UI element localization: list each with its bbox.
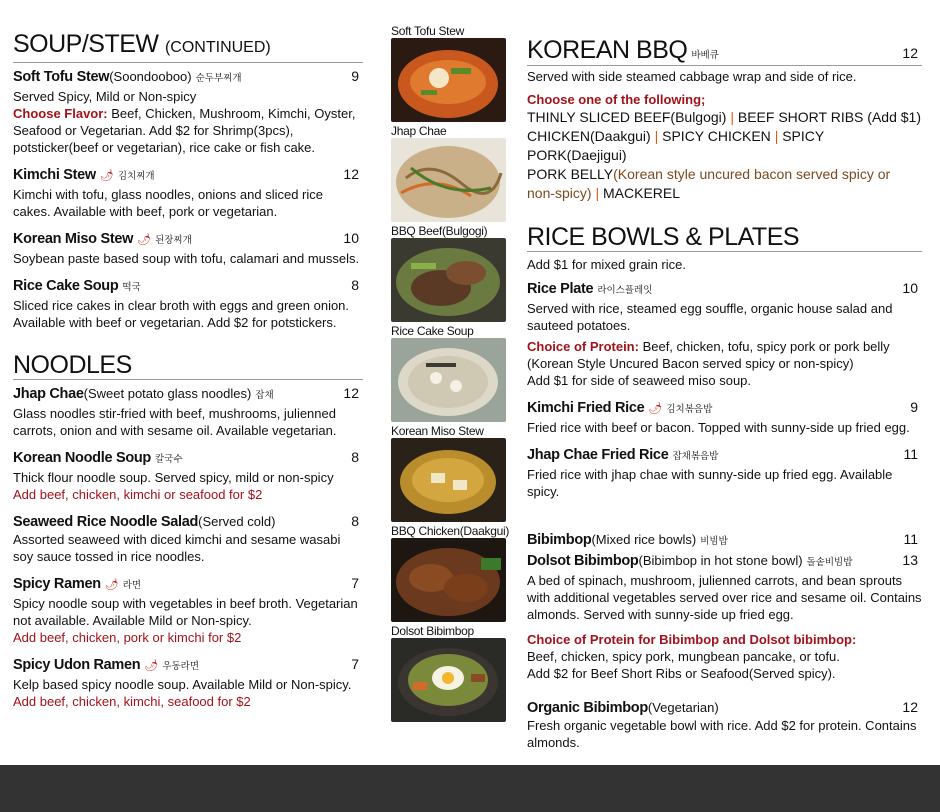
bbq-korean: 바베큐 xyxy=(691,50,719,61)
menu-item-jhap-chae-fried-rice xyxy=(527,445,922,500)
menu-item-jhap-chae xyxy=(13,384,363,439)
item-price: 12 xyxy=(343,166,359,182)
bbq-desc: Served with side steamed cabbage wrap and side of rice. xyxy=(527,69,857,84)
item-desc: Soybean paste based soup with tofu, calamari and mussels. xyxy=(13,251,360,266)
item-name: Rice Plate xyxy=(527,281,594,297)
bbq-price: 12 xyxy=(902,45,918,61)
soup-stew-heading xyxy=(13,30,363,63)
item-price: 12 xyxy=(343,385,359,401)
food-photo xyxy=(391,238,506,322)
item-desc: Fried rice with jhap chae with sunny-side up fried egg. Available spicy. xyxy=(527,467,893,499)
protein-label: Choice of Protein: xyxy=(527,339,639,354)
chili-pepper-icon: 🌶 xyxy=(144,660,159,672)
photo-soft-tofu-stew xyxy=(391,24,509,122)
photo-column xyxy=(391,24,509,724)
menu-item-bibimbop xyxy=(527,530,922,551)
bbq-option: SPICY CHICKEN xyxy=(662,128,771,144)
item-name: Bibimbop xyxy=(527,532,592,548)
item-price: 7 xyxy=(351,656,359,672)
item-desc: Served Spicy, Mild or Non-spicy xyxy=(13,89,197,104)
item-name: Korean Noodle Soup xyxy=(13,450,151,466)
chili-pepper-icon: 🌶 xyxy=(99,170,114,182)
item-name: Jhap Chae Fried Rice xyxy=(527,447,669,463)
item-korean: 된장찌개 xyxy=(155,235,192,246)
item-desc: Thick flour noodle soup. Served spicy, mild or non-spicy xyxy=(13,470,334,485)
bbq-option: PORK BELLY xyxy=(527,166,614,182)
soup-heading-main: SOUP/STEW xyxy=(13,30,159,58)
item-name: Korean Miso Stew xyxy=(13,231,134,247)
photo-korean-miso-stew xyxy=(391,424,509,522)
item-extra: Add $1 for side of seaweed miso soup. xyxy=(527,373,752,388)
photo-dolsot-bibimbop xyxy=(391,624,509,722)
bbq-option: MACKEREL xyxy=(603,185,681,201)
item-korean: 라면 xyxy=(122,580,142,591)
menu-item-seaweed-rice-noodle-salad xyxy=(13,512,363,565)
item-price: 9 xyxy=(351,68,359,84)
chili-pepper-icon: 🌶 xyxy=(137,234,152,246)
item-name: Spicy Udon Ramen xyxy=(13,657,141,673)
item-protein xyxy=(527,338,922,372)
menu-item-rice-plate xyxy=(527,279,922,389)
menu-item-spicy-udon-ramen xyxy=(13,655,363,710)
item-name: Soft Tofu Stew xyxy=(13,69,110,85)
separator: | xyxy=(774,128,779,144)
photo-label: Dolsot Bibimbop xyxy=(391,624,474,638)
photo-label: BBQ Beef(Bulgogi) xyxy=(391,224,488,238)
item-price: 11 xyxy=(903,446,918,462)
menu-item-rice-cake-soup xyxy=(13,276,363,331)
footer-bar xyxy=(0,765,940,812)
photo-label: Jhap Chae xyxy=(391,124,447,138)
bbq-choose: Choose one of the following; xyxy=(527,92,706,107)
bbq-option: SPICY PORK(Daejigui) xyxy=(527,128,824,163)
item-price: 11 xyxy=(903,531,918,547)
item-note: (Bibimbop in hot stone bowl) xyxy=(638,553,803,568)
item-name: Jhap Chae xyxy=(13,386,84,402)
item-price: 9 xyxy=(910,399,918,415)
menu-item-kimchi-stew xyxy=(13,165,363,220)
photo-label: BBQ Chicken(Daakgui) xyxy=(391,524,510,538)
photo-bbq-chicken xyxy=(391,524,509,622)
left-column xyxy=(13,30,363,719)
item-korean: 칼국수 xyxy=(155,454,183,465)
item-note: (Vegetarian) xyxy=(647,700,719,715)
rice-note: Add $1 for mixed grain rice. xyxy=(527,257,686,272)
item-desc: Fresh organic vegetable bowl with rice. Add $2 for protein. Contains almonds. xyxy=(527,718,917,750)
bbq-option-note: (Korean style uncured bacon served spicy or non-spicy) xyxy=(527,166,891,201)
bbq-heading-text: KOREAN BBQ xyxy=(527,36,688,64)
item-name: Organic Bibimbop xyxy=(527,700,648,716)
item-price: 8 xyxy=(351,449,359,465)
photo-label: Korean Miso Stew xyxy=(391,424,484,438)
item-korean: 김치찌개 xyxy=(117,171,155,182)
item-korean: 라이스플레잇 xyxy=(597,285,653,296)
item-korean: 떡국 xyxy=(122,282,141,293)
photo-bbq-beef xyxy=(391,224,509,322)
item-addon: Add beef, chicken, kimchi or seafood for $2 xyxy=(13,487,263,502)
noodles-heading-text: NOODLES xyxy=(13,351,132,379)
item-price: 8 xyxy=(351,513,359,529)
right-column xyxy=(527,36,922,760)
item-note: (Mixed rice bowls) xyxy=(591,532,697,547)
food-photo xyxy=(391,138,506,222)
item-price: 7 xyxy=(351,575,359,591)
item-korean: 우동라면 xyxy=(162,661,200,672)
item-note: (Served cold) xyxy=(198,514,276,529)
item-price: 12 xyxy=(902,699,918,715)
item-price: 10 xyxy=(343,230,359,246)
menu-item-organic-bibimbop xyxy=(527,698,922,751)
item-desc: Kimchi with tofu, glass noodles, onions and sliced rice cakes. Available with beef, pork or vegetarian. xyxy=(13,187,323,219)
menu-item-kimchi-fried-rice xyxy=(527,398,922,436)
protein-text: Beef, chicken, spicy pork, mungbean pancake, or tofu. xyxy=(527,649,840,664)
item-desc: Kelp based spicy noodle soup. Available Mild or Non-spicy. xyxy=(13,677,352,692)
flavor-label: Choose Flavor: xyxy=(13,106,108,121)
item-desc: Served with rice, steamed egg souffle, organic house salad and sauteed potatoes. xyxy=(527,301,893,333)
item-desc: Glass noodles stir-fried with beef, mushrooms, julienned carrots, onion and with sesame oil. Available vegetarian. xyxy=(13,406,337,438)
photo-label: Rice Cake Soup xyxy=(391,324,474,338)
item-name: Kimchi Fried Rice xyxy=(527,400,645,416)
item-note: (Sweet potato glass noodles) xyxy=(83,386,252,401)
photo-label: Soft Tofu Stew xyxy=(391,24,464,38)
food-photo xyxy=(391,538,506,622)
food-photo xyxy=(391,38,506,122)
item-name: Kimchi Stew xyxy=(13,167,96,183)
item-name: Spicy Ramen xyxy=(13,576,101,592)
item-name: Dolsot Bibimbop xyxy=(527,553,639,569)
soup-heading-sub: (CONTINUED) xyxy=(164,39,271,56)
item-price: 13 xyxy=(902,552,918,568)
item-flavor xyxy=(13,105,363,156)
menu-item-soft-tofu-stew xyxy=(13,67,363,156)
flavor-text: Beef, Chicken, Mushroom, Kimchi, Oyster, Seafood or Vegetarian. Add $2 for Shrimp(3pcs), potsticker(beef or vegetarian), rice cake or fish cake. xyxy=(13,106,356,155)
separator: | xyxy=(595,185,600,201)
food-photo xyxy=(391,438,506,522)
item-note: (Soondooboo) xyxy=(109,69,192,84)
rice-heading-text: RICE BOWLS & PLATES xyxy=(527,223,800,251)
item-extra: Add $2 for Beef Short Ribs or Seafood(Served spicy). xyxy=(527,666,836,681)
chili-pepper-icon: 🌶 xyxy=(648,403,663,415)
korean-bbq-heading xyxy=(527,36,922,66)
bbq-option: THINLY SLICED BEEF(Bulgogi) xyxy=(527,109,727,125)
item-name: Seaweed Rice Noodle Salad xyxy=(13,514,199,530)
separator: | xyxy=(730,109,734,125)
item-price: 10 xyxy=(902,280,918,296)
protein-label: Choice of Protein for Bibimbop and Dolsot bibimbop: xyxy=(527,632,857,647)
item-addon: Add beef, chicken, pork or kimchi for $2 xyxy=(13,630,242,645)
menu-item-spicy-ramen xyxy=(13,574,363,646)
item-desc: A bed of spinach, mushroom, julienned carrots, and bean sprouts with additional vegetables served over rice and sesame oil. Contains almonds. Served with sunny-side up fried egg. xyxy=(527,573,922,622)
menu-item-korean-noodle-soup xyxy=(13,448,363,503)
menu-item-dolsot-bibimbop xyxy=(527,551,922,682)
item-korean: 비빔밥 xyxy=(700,536,728,547)
item-korean: 잡채 xyxy=(255,390,274,401)
protein-text: Beef, chicken, tofu, spicy pork or pork belly (Korean Style Uncured Bacon served spicy or non-spicy) xyxy=(527,339,890,371)
item-addon: Add beef, chicken, kimchi, seafood for $2 xyxy=(13,694,251,709)
bbq-options xyxy=(527,108,922,203)
rice-bowls-heading xyxy=(527,223,922,252)
noodles-heading xyxy=(13,351,363,380)
item-name: Rice Cake Soup xyxy=(13,278,119,294)
separator: | xyxy=(654,128,659,144)
item-korean: 김치볶음밥 xyxy=(666,404,713,415)
menu-item-korean-miso-stew xyxy=(13,229,363,267)
item-desc: Spicy noodle soup with vegetables in beef broth. Vegetarian not available. Available Mild or Non-spicy. xyxy=(13,596,358,628)
item-desc: Fried rice with beef or bacon. Topped with sunny-side up fried egg. xyxy=(527,420,910,435)
food-photo xyxy=(391,338,506,422)
food-photo xyxy=(391,638,506,722)
item-korean: 잡채볶음밥 xyxy=(672,451,719,462)
item-price: 8 xyxy=(351,277,359,293)
chili-pepper-icon: 🌶 xyxy=(104,579,119,591)
bbq-option: BEEF SHORT RIBS (Add $1) xyxy=(737,109,921,125)
item-korean: 돌솥비빔밥 xyxy=(806,557,853,568)
photo-jhap-chae xyxy=(391,124,509,222)
item-korean: 순두부찌개 xyxy=(195,73,242,84)
bbq-option: CHICKEN(Daakgui) xyxy=(527,128,651,144)
photo-rice-cake-soup xyxy=(391,324,509,422)
item-desc: Assorted seaweed with diced kimchi and sesame wasabi soy sauce tossed in rice noodles. xyxy=(13,532,341,564)
item-desc: Sliced rice cakes in clear broth with eggs and green onion. Available with beef or vegetarian. Add $2 for potstickers. xyxy=(13,298,350,330)
